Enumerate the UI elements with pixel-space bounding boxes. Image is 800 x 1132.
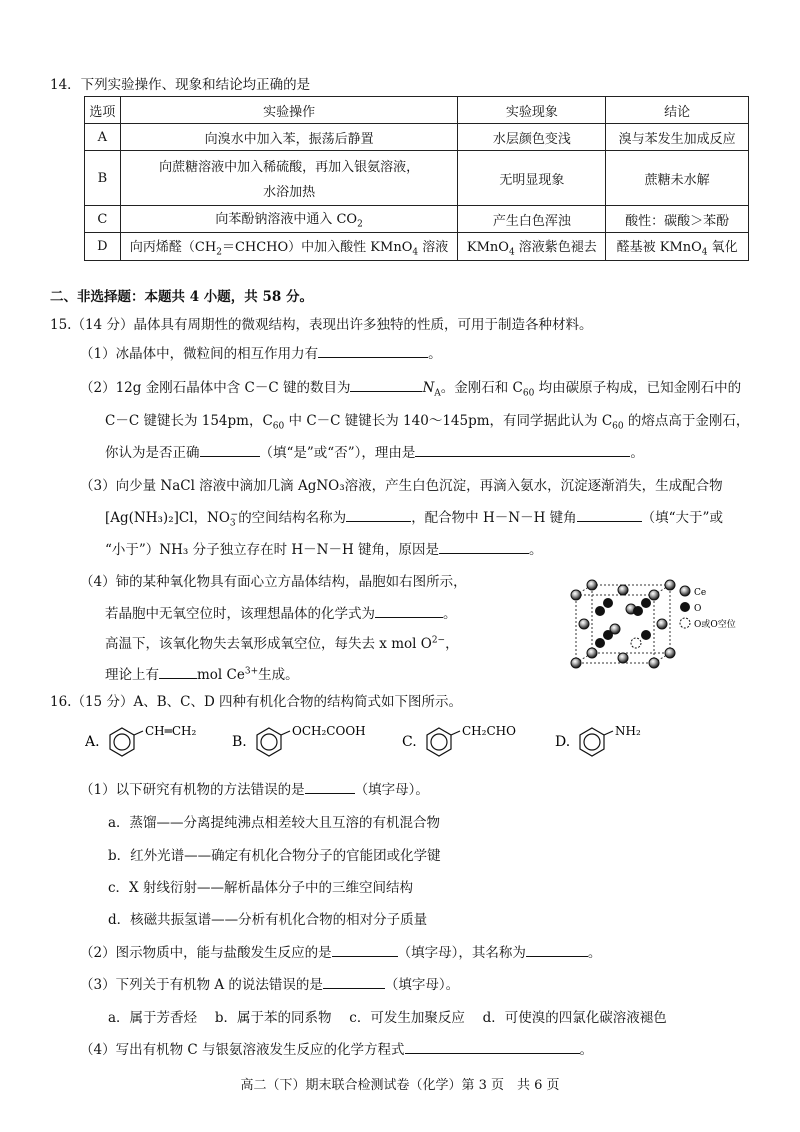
cell (120, 151, 458, 206)
cell: 溴与苯发生加成反应 (606, 124, 749, 151)
answer-blank[interactable] (318, 343, 428, 358)
q16-stem: 16.（15 分）A、B、C、D 四种有机化合物的结构简式如下图所示。 (50, 694, 463, 710)
structure-label: A. (85, 734, 100, 750)
cell-line: 水浴加热 (263, 185, 316, 200)
answer-blank[interactable] (526, 942, 588, 957)
q15-part4-line1: （4）铈的某种氧化物具有面心立方晶体结构，晶胞如右图所示， (80, 574, 467, 590)
text: 醛基被 KMnO (616, 239, 702, 255)
text: 若晶胞中无氧空位时，该理想晶体的化学式为 (105, 606, 375, 622)
text: 的空间结构名称为 (238, 510, 347, 526)
structure-b (232, 720, 382, 762)
benzene-ring-icon (580, 728, 613, 756)
text: 。 (579, 1042, 594, 1058)
structure-label: D. (555, 734, 571, 750)
benzene-ring-icon (257, 728, 290, 756)
text: （3）下列关于有机物 A 的说法错误的是 (80, 977, 323, 993)
subscript: 2 (357, 219, 363, 230)
text: 。金刚石和 C (440, 380, 523, 396)
subscript: 2 (216, 247, 222, 258)
text: （填字母）。 (354, 782, 429, 798)
text: （填“大于”或 (641, 510, 723, 526)
text: 中 C－C 键键长为 140～145pm，有同学据此认为 C (284, 413, 613, 429)
answer-blank[interactable] (577, 507, 642, 522)
subscript: 4 (701, 247, 708, 258)
answer-blank[interactable] (200, 442, 260, 457)
o-atom (603, 598, 613, 608)
legend-ce-label: Ce (694, 588, 707, 598)
cell (606, 233, 749, 261)
text: 。 (630, 445, 644, 461)
text: （1）冰晶体中，微粒间的相互作用力有 (80, 346, 319, 362)
q16-option-c: c．X 射线衍射——解析晶体分子中的三维空间结构 (108, 880, 413, 896)
q15-part3-line2 (105, 506, 723, 529)
legend-vacancy-label: O或O空位 (694, 620, 736, 630)
ce-atom (587, 648, 597, 658)
o-atom (595, 606, 605, 616)
q15-part4-line4 (105, 663, 299, 683)
q15-part3-line3 (105, 538, 543, 558)
q15-part1 (80, 342, 442, 362)
substituent: CH═CH₂ (145, 724, 197, 738)
q14-table (84, 96, 749, 261)
cell (120, 233, 458, 261)
text: ， (445, 636, 459, 652)
answer-blank[interactable] (350, 377, 422, 392)
page-footer: 高二（下）期末联合检测试卷（化学）第 3 页 共 6 页 (240, 1078, 560, 1093)
col-header: 实验操作 (120, 97, 458, 124)
text: 溶液 (418, 239, 449, 255)
cell: C (85, 206, 121, 233)
ce-atom (618, 653, 628, 663)
q15-part4-line2 (105, 602, 457, 622)
text: N (422, 380, 435, 396)
ce-atom (571, 658, 581, 668)
q16-option-a: a．蒸馏——分离提纯沸点相差较大且互溶的有机混合物 (108, 815, 441, 831)
text: 的熔点高于金刚石， (623, 413, 750, 429)
q16-part3 (80, 973, 459, 993)
text: ＝CHCHO）中加入酸性 KMnO (221, 239, 413, 255)
q15-part4-line3 (105, 632, 459, 652)
text: 溶液紫色褪去 (514, 239, 597, 255)
text: 。 (428, 346, 442, 362)
subscript: 60 (522, 388, 535, 399)
answer-blank[interactable] (375, 603, 443, 618)
text: （填字母）。 (384, 977, 460, 993)
text: KMnO (466, 239, 509, 255)
structure-label: B. (232, 734, 247, 750)
text: 。 (587, 945, 602, 961)
ce-atom (665, 580, 675, 590)
legend-o-icon (680, 602, 690, 612)
answer-blank[interactable] (405, 1039, 580, 1054)
q16-option-d: d．核磁共振氢谱——分析有机化合物的相对分子质量 (108, 912, 428, 928)
text: 向苯酚钠溶液中通入 CO (215, 212, 358, 228)
q15-part3-line1: （3）向少量 NaCl 溶液中滴加几滴 AgNO₃溶液，产生白色沉淀，再滴入氨水，沉淀逐渐消失，生成配合物 (80, 478, 723, 494)
benzene-ring-icon (110, 728, 143, 756)
cell: A (85, 124, 121, 151)
text: 均由碳原子构成，已知金刚石中的 (534, 380, 742, 396)
q15-part2-line3 (105, 441, 644, 461)
q15-stem: 15.（14 分）晶体具有周期性的微观结构，表现出许多独特的性质，可用于制造各种材料。 (50, 317, 593, 333)
cell (120, 206, 458, 233)
section-heading: 二、非选择题：本题共 4 小题，共 58 分。 (50, 289, 313, 305)
subscript: 4 (508, 247, 515, 258)
subscript: A (434, 388, 441, 399)
table-row (85, 206, 749, 233)
structure-d (555, 720, 665, 762)
substituent: NH₂ (615, 724, 641, 738)
text: 理论上有 (105, 667, 159, 683)
answer-blank[interactable] (305, 779, 355, 794)
ce-atom (571, 590, 581, 600)
text: 向丙烯醛（CH (129, 239, 217, 255)
ce-atom (587, 580, 597, 590)
text: [Ag(NH₃)₂]Cl，NO (105, 510, 230, 526)
ce-atom (657, 619, 667, 629)
text: 生成。 (258, 667, 299, 683)
answer-blank[interactable] (323, 974, 385, 989)
substituent: CH₂CHO (462, 724, 516, 738)
legend-o-label: O (694, 604, 702, 614)
text: （2）图示物质中，能与盐酸发生反应的是 (80, 945, 332, 961)
q16-part3-options: a．属于芳香烃 b．属于苯的同系物 c．可发生加聚反应 d．可使溴的四氯化碳溶液褪色 (108, 1010, 667, 1026)
cell: 酸性：碳酸＞苯酚 (606, 206, 749, 233)
text: （填“是”或“否”），理由是 (259, 445, 416, 461)
text: C－C 键键长为 154pm，C (105, 413, 273, 429)
text: （4）写出有机物 C 与银氨溶液发生反应的化学方程式 (80, 1042, 405, 1058)
superscript: − (230, 509, 239, 520)
cell: 水层颜色变浅 (458, 124, 606, 151)
structure-a (85, 720, 215, 762)
cell: 无明显现象 (458, 151, 606, 206)
text: “小于”）NH₃ 分子独立存在时 H－N－H 键角，原因是 (105, 542, 440, 558)
text: （2）12g 金刚石晶体中含 C－C 键的数目为 (80, 380, 351, 396)
answer-blank[interactable] (415, 442, 630, 457)
subscript: 60 (272, 421, 285, 432)
o-atom (641, 630, 651, 640)
q16-option-b: b．红外光谱——确定有机化合物分子的官能团或化学键 (108, 848, 441, 864)
q16-part4 (80, 1038, 593, 1058)
structure-c (402, 720, 532, 762)
o-atoms (595, 598, 651, 648)
col-header: 实验现象 (458, 97, 606, 124)
cell: D (85, 233, 121, 261)
ce-atom (665, 648, 675, 658)
table-row (85, 151, 749, 206)
col-header: 结论 (606, 97, 749, 124)
table-row (85, 124, 749, 151)
cell: 蔗糖未水解 (606, 151, 749, 206)
cell-line: 向蔗糖溶液中加入稀硫酸，再加入银氨溶液， (159, 160, 420, 175)
ce-atom (579, 619, 589, 629)
ce-atom (649, 658, 659, 668)
o-atom (595, 638, 605, 648)
legend-ce-icon (680, 586, 690, 596)
q14-stem: 14．下列实验操作、现象和结论均正确的是 (50, 77, 311, 93)
q16-part1 (80, 778, 429, 798)
ce-atom (649, 590, 659, 600)
subscript: 60 (612, 421, 624, 432)
o-atom (633, 606, 643, 616)
table-header-row (85, 97, 749, 124)
table-row (85, 233, 749, 261)
cell (458, 233, 606, 261)
ce-atoms (571, 580, 675, 668)
answer-blank[interactable] (332, 942, 398, 957)
subscript: 3 (229, 518, 236, 529)
q15-part2-line2 (105, 409, 749, 432)
text: （填字母），其名称为 (397, 945, 526, 961)
answer-blank[interactable] (159, 664, 197, 679)
text: 氧化 (707, 239, 738, 255)
cell: 向溴水中加入苯，振荡后静置 (120, 124, 458, 151)
crystal-cell-figure (560, 565, 760, 675)
subscript: 4 (412, 247, 419, 258)
o-atom (641, 598, 651, 608)
answer-blank[interactable] (439, 539, 529, 554)
text: mol Ce (197, 667, 245, 683)
structure-label: C. (402, 734, 417, 750)
answer-blank[interactable] (346, 507, 411, 522)
o-atom (603, 630, 613, 640)
ce-atom (618, 585, 628, 595)
o-vacancy (631, 638, 641, 648)
cell: B (85, 151, 121, 206)
q16-part2 (80, 941, 601, 961)
benzene-ring-icon (427, 728, 460, 756)
text: 。 (443, 606, 457, 622)
legend-vacancy-icon (680, 618, 690, 628)
superscript: 2− (431, 635, 446, 646)
substituent: OCH₂COOH (292, 724, 366, 738)
text: 。 (529, 542, 543, 558)
q15-part2-line1 (80, 376, 741, 399)
text: 高温下，该氧化物失去氧形成氧空位，每失去 x mol O (105, 636, 432, 652)
superscript: 3+ (244, 666, 259, 677)
figure-legend (680, 586, 736, 630)
text: ，配合物中 H－N－H 键角 (411, 510, 577, 526)
text: 你认为是否正确 (105, 445, 200, 461)
text: （1）以下研究有机物的方法错误的是 (80, 782, 305, 798)
col-header: 选项 (85, 97, 121, 124)
cell: 产生白色浑浊 (458, 206, 606, 233)
